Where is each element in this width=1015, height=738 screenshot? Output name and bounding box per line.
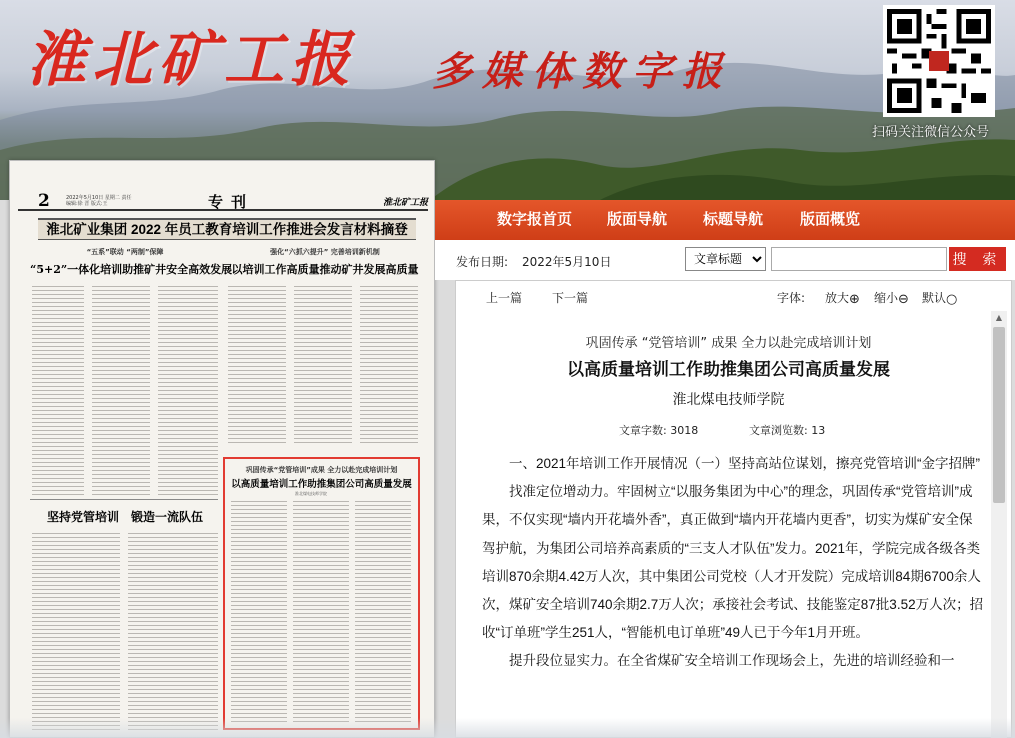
wechat-qr-code — [883, 5, 995, 117]
article-title[interactable]: “5+2”一体化培训助推矿井安全高效发展 — [30, 263, 233, 276]
article-body-column — [92, 286, 150, 496]
article-body-column — [294, 286, 352, 446]
article-body-column — [360, 286, 418, 446]
newspaper-logo: 淮北矿工报 — [26, 25, 356, 95]
default-size-button[interactable] — [922, 289, 957, 307]
article-scrollbar[interactable] — [991, 311, 1007, 738]
page-meta: 2022年5月10日 星期二 责任编辑:徐 晋 版式:王 — [66, 195, 132, 207]
publish-date-value: 2022年5月10日 — [522, 255, 612, 269]
article-title[interactable]: 以培训工作高质量推动矿井发展高质量 — [231, 263, 419, 276]
article-panel — [455, 280, 1012, 738]
minus-circle-icon: ⊖ — [898, 292, 909, 307]
scrollbar-thumb[interactable] — [993, 327, 1005, 503]
prev-article-link[interactable]: 上一篇 — [486, 291, 523, 305]
article-toolbar — [456, 281, 1011, 311]
selected-article-area[interactable] — [223, 457, 420, 730]
circle-icon: ○ — [946, 292, 958, 307]
search-type-select[interactable] — [685, 247, 766, 271]
search-button[interactable]: 搜 索 — [949, 247, 1006, 271]
article-paragraph: 提升段位显实力。在全省煤矿安全培训工作现场会上，先进的培训经验和一 — [509, 653, 955, 669]
article-title: 以高质量培训工作助推集团公司高质量发展 — [567, 360, 890, 380]
article-kicker: 巩固传承 “党管培训” 成果 全力以赴完成培训计划 — [585, 336, 872, 351]
plus-circle-icon: ⊕ — [849, 292, 860, 307]
article-body — [482, 450, 984, 676]
article-divider — [30, 499, 218, 500]
page-masthead — [18, 191, 428, 211]
article-body-column — [158, 286, 218, 496]
newspaper-page-image[interactable] — [9, 160, 435, 738]
page-number: 2 — [38, 191, 50, 211]
zoom-in-label: 放大 — [825, 291, 850, 305]
next-article-link[interactable]: 下一篇 — [552, 291, 589, 305]
scroll-up-arrow-icon[interactable]: ▲ — [995, 313, 1003, 322]
word-count: 文章字数: 3018 — [619, 424, 699, 437]
article-body-column — [128, 533, 218, 733]
search-bar — [435, 240, 1015, 280]
font-size-label: 字体: — [777, 291, 806, 305]
article-body-column — [231, 501, 287, 723]
page-section: 专刊 — [208, 193, 255, 211]
page-headline: 淮北矿业集团 2022 年员工教育培训工作推进会发言材料摘登 — [38, 218, 416, 240]
article-body-column — [32, 286, 84, 496]
default-size-label: 默认 — [922, 291, 947, 305]
nav-page-navigation[interactable]: 版面导航 — [607, 211, 668, 228]
main-nav — [435, 200, 1015, 240]
search-input[interactable] — [771, 247, 947, 271]
article-title[interactable]: 以高质量培训工作助推集团公司高质量发展 — [231, 479, 412, 490]
article-title[interactable]: 坚持党管培训 锻造一流队伍 — [46, 510, 203, 524]
qr-caption: 扫码关注微信公众号 — [872, 125, 990, 140]
article-kicker: “五系”联动 “两制”保障 — [86, 248, 164, 256]
nav-home[interactable]: 数字报首页 — [497, 211, 573, 228]
nav-title-navigation[interactable]: 标题导航 — [703, 211, 764, 228]
article-body-column — [355, 501, 411, 723]
nav-page-overview[interactable]: 版面概览 — [800, 211, 861, 228]
publish-date-label: 发布日期: — [456, 255, 509, 269]
article-author: 淮北煤电技师学院 — [295, 491, 327, 496]
banner-subtitle: 多媒体数字报 — [432, 48, 732, 95]
zoom-out-button[interactable] — [874, 289, 909, 307]
article-body-column — [32, 533, 120, 733]
article-paragraph: 找准定位增动力。牢固树立“以服务集团为中心”的理念，巩固传承“党管培训”成果，不仅实现“墙内开花墙外香”，真正做到“墙内开花墙内更香”，切实为煤矿安全保驾护航，为集团公司培养高素质的“三支人才队伍”发力。2021年，学院完成各级各类培训870余期4.42万人次，其中集团公司党校（人才开发院）完成培训84期6700余人次，煤矿安全培训740余期2.7万人次；承接社会考试、技能鉴定87批3.52万人次；招收“订单班”学生251人，“智能机电订单班”49人已于今年1月开班。 — [482, 484, 984, 641]
article-paragraph: 一、2021年培训工作开展情况（一）坚持高站位谋划，擦亮党管培训“金字招牌” — [509, 456, 981, 471]
article-body-column — [228, 286, 286, 446]
zoom-in-button[interactable] — [825, 289, 860, 307]
article-kicker: 强化“六抓六提升” 完善培训新机制 — [270, 248, 380, 256]
view-count: 文章浏览数: 13 — [749, 424, 826, 437]
zoom-out-label: 缩小 — [874, 291, 899, 305]
article-body-column — [293, 501, 349, 723]
article-author: 淮北煤电技师学院 — [672, 392, 785, 408]
page-masthead-logo: 淮北矿工报 — [383, 198, 429, 208]
article-kicker: 巩固传承“党管培训”成果 全力以赴完成培训计划 — [245, 466, 398, 474]
